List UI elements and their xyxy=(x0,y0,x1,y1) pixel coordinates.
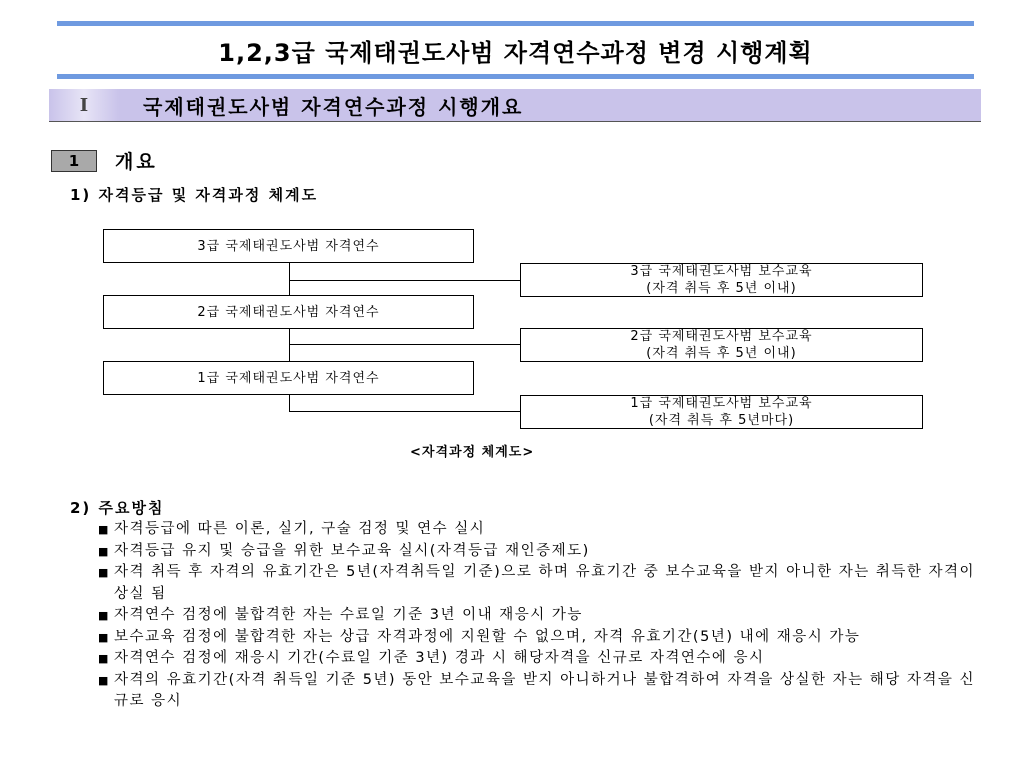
refresher-period: (자격 취득 후 5년 이내) xyxy=(646,346,797,361)
training-box-grade1 xyxy=(103,361,474,395)
bullet-icon: ■ xyxy=(98,544,110,558)
list-item xyxy=(98,562,988,605)
refresher-label: 1급 국제태권도사범 보수교육 xyxy=(630,396,813,411)
training-label: 2급 국제태권도사범 자격연수 xyxy=(197,304,380,320)
refresher-period: (자격 취득 후 5년마다) xyxy=(648,413,795,428)
part1-heading: 1) 자격등급 및 자격과정 체계도 xyxy=(70,186,319,204)
list-item xyxy=(98,541,988,563)
part2-heading: 2) 주요방침 xyxy=(70,499,165,517)
training-box-grade3 xyxy=(103,229,474,263)
section-header xyxy=(49,89,981,122)
training-label: 3급 국제태권도사범 자격연수 xyxy=(197,238,380,254)
refresher-period: (자격 취득 후 5년 이내) xyxy=(646,281,797,296)
bullet-icon: ■ xyxy=(98,630,110,644)
bullet-icon: ■ xyxy=(98,609,110,622)
list-item xyxy=(98,648,988,670)
connector-line xyxy=(289,344,290,362)
policy-list xyxy=(98,519,988,713)
refresher-box-grade2 xyxy=(520,328,923,362)
list-item-text: 자격의 유효기간(자격 취득일 기준 5년) 동안 보수교육을 받지 아니하거나 불합격하여 자격을 상실한 자는 해당 자격을 신규로 응시 xyxy=(114,671,976,709)
list-item-text: 자격연수 검정에 불합격한 자는 수료일 기준 3년 이내 재응시 가능 xyxy=(114,607,583,623)
bullet-icon: ■ xyxy=(98,652,110,665)
bullet-icon: ■ xyxy=(98,673,110,687)
list-item-text: 보수교육 검정에 불합격한 자는 상급 자격과정에 지원할 수 없으며, 자격 유효기간(5년) 내에 재응시 가능 xyxy=(114,628,861,645)
list-item xyxy=(98,670,988,713)
refresher-label: 3급 국제태권도사범 보수교육 xyxy=(630,264,813,279)
connector-line xyxy=(289,262,290,280)
list-item-text: 자격연수 검정에 재응시 기간(수료일 기준 3년) 경과 시 해당자격을 신규로 자격연수에 응시 xyxy=(114,650,765,666)
document-title: 1,2,3급 국제태권도사범 자격연수과정 변경 시행계획 xyxy=(218,38,813,67)
list-item-text: 자격 취득 후 자격의 유효기간은 5년(자격취득일 기준)으로 하며 유효기간 중 보수교육을 받지 아니한 자는 취득한 자격이 상실 됨 xyxy=(114,564,976,602)
list-item-text: 자격등급 유지 및 승급을 위한 보수교육 실시(자격등급 재인증제도) xyxy=(114,542,590,559)
bullet-icon: ■ xyxy=(98,523,110,536)
subsection-title: 개요 xyxy=(115,151,158,173)
list-item xyxy=(98,519,988,541)
training-box-grade2 xyxy=(103,295,474,329)
refresher-box-grade1 xyxy=(520,395,923,429)
refresher-label: 2급 국제태권도사범 보수교육 xyxy=(630,329,813,344)
bullet-icon: ■ xyxy=(98,566,110,579)
connector-line xyxy=(289,328,290,344)
training-label: 1급 국제태권도사범 자격연수 xyxy=(197,370,380,386)
section-roman-numeral: I xyxy=(49,89,119,121)
connector-line xyxy=(289,395,290,411)
refresher-box-grade3 xyxy=(520,263,923,297)
list-item xyxy=(98,605,988,627)
connector-line xyxy=(289,344,520,345)
connector-line xyxy=(289,411,520,412)
diagram-caption: <자격과정 체계도> xyxy=(410,445,535,460)
list-item xyxy=(98,627,988,649)
subsection-number-badge: 1 xyxy=(51,150,97,172)
connector-line xyxy=(289,280,520,281)
connector-line xyxy=(289,280,290,296)
document-title-bar xyxy=(57,21,974,79)
list-item-text: 자격등급에 따른 이론, 실기, 구술 검정 및 연수 실시 xyxy=(114,521,486,537)
section-title: 국제태권도사범 자격연수과정 시행개요 xyxy=(143,94,524,119)
